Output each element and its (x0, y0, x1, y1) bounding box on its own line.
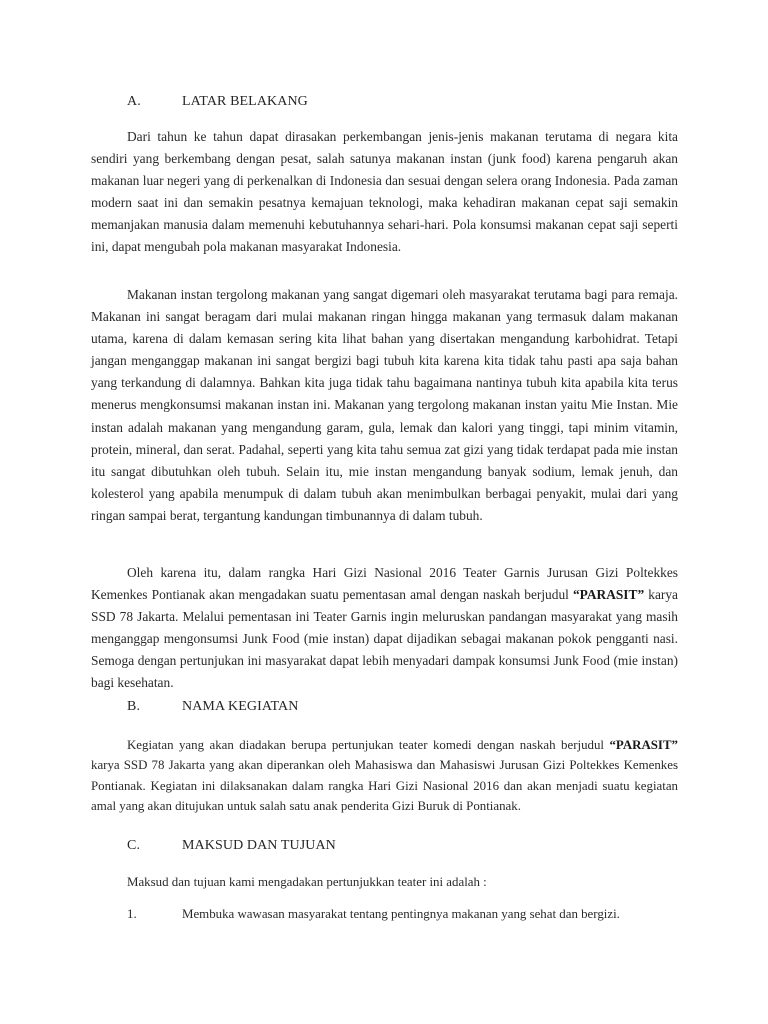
list-text: Membuka wawasan masyarakat tentang pentingnya makanan yang sehat dan bergizi. (182, 907, 620, 921)
section-title: NAMA KEGIATAN (182, 699, 299, 714)
section-heading-latar-belakang (127, 94, 308, 110)
list-number: 1. (127, 907, 137, 921)
paragraph-background-3 (91, 562, 678, 695)
paragraph-background-1: Dari tahun ke tahun dapat dirasakan perkembangan jenis-jenis makanan terutama di negara kita sendiri yang berkembang dengan pesat, salah satunya makanan instan (junk food) karena pengaruh akan makanan luar negeri yang di perkenalkan di Indonesia dan sesuai dengan selera orang Indonesia. Pada zaman modern saat ini dan semakin pesatnya kemajuan teknologi, maka kehadiran makanan cepat saji semakin memanjakan manusia dalam memenuhi kebutuhannya sehari-hari. Pola konsumsi makanan cepat saji seperti ini, dapat mengubah pola makanan masyarakat Indonesia. (91, 129, 678, 255)
section-letter: C. (127, 838, 141, 853)
paragraph-activity-name (91, 735, 678, 816)
paragraph-text: karya SSD 78 Jakarta. Melalui pementasan ini Teater Garnis ingin meluruskan pandangan masyarakat yang masih menganggap mengonsumsi Junk Food (mie instan) dapat dijadikan sebagai makanan pokok pengganti nasi. Semoga dengan pertunjukan ini masyarakat dapat lebih menyadari dampak konsumsi Junk Food (mie instan) bagi kesehatan. (91, 587, 678, 691)
paragraph-text: Oleh karena itu, dalam rangka Hari Gizi Nasional 2016 Teater Garnis Jurusan Gizi Poltekkes Kemenkes Pontianak akan mengadakan suatu pementasan amal dengan naskah berjudul (91, 565, 678, 603)
play-title: “PARASIT” (572, 587, 645, 603)
section-letter: A. (127, 94, 141, 109)
paragraph-purpose-intro: Maksud dan tujuan kami mengadakan pertunjukkan teater ini adalah : (127, 875, 487, 889)
section-letter: B. (127, 699, 141, 714)
paragraph-text: Kegiatan yang akan diadakan berupa pertunjukan teater komedi dengan naskah berjudul (127, 738, 610, 752)
paragraph-background-2: Makanan instan tergolong makanan yang sangat digemari oleh masyarakat terutama bagi para remaja. Makanan ini sangat beragam dari mulai makanan ringan hingga makanan yang termasuk dalam makanan utama, karena di dalam kemasan sering kita lihat bahan yang disertakan mengandung karbohidrat. Tetapi jangan menganggap makanan ini sangat bergizi bagi tubuh kita karena kita tidak tahu pasti apa saja bahan yang terkandung di dalamnya. Bahkan kita juga tidak tahu bagaimana nantinya tubuh kita apabila kita terus menerus mengkonsumsi makanan instan ini. Makanan yang tergolong makanan instan yaitu Mie Instan. Mie instan adalah makanan yang mengandung garam, gula, lemak dan kalori yang tinggi, tapi minim vitamin, protein, mineral, dan serat. Padahal, seperti yang kita tahu semua zat gizi yang tidak terdapat pada mie instan itu sangat dibutuhkan oleh tubuh. Selain itu, mie instan mengandung banyak sodium, lemak jenuh, dan kolesterol yang apabila menumpuk di dalam tubuh akan menimbulkan berbagai penyakit, mulai dari yang ringan sampai berat, tergantung kandungan timbunannya di dalam tubuh. (91, 287, 678, 523)
paragraph-text: karya SSD 78 Jakarta yang akan diperankan oleh Mahasiswa dan Mahasiswi Jurusan Gizi Poltekkes Kemenkes Pontianak. Kegiatan ini dilaksanakan dalam rangka Hari Gizi Nasional 2016 dan akan menjadi suatu kegiatan amal yang akan ditujukan untuk salah satu anak penderita Gizi Buruk di Pontianak. (91, 758, 678, 813)
section-heading-maksud-dan-tujuan (127, 838, 336, 854)
section-heading-nama-kegiatan (127, 699, 298, 715)
purpose-list-item (127, 904, 620, 924)
section-title: LATAR BELAKANG (182, 94, 308, 109)
section-title: MAKSUD DAN TUJUAN (182, 838, 336, 853)
play-title: “PARASIT” (609, 738, 678, 752)
